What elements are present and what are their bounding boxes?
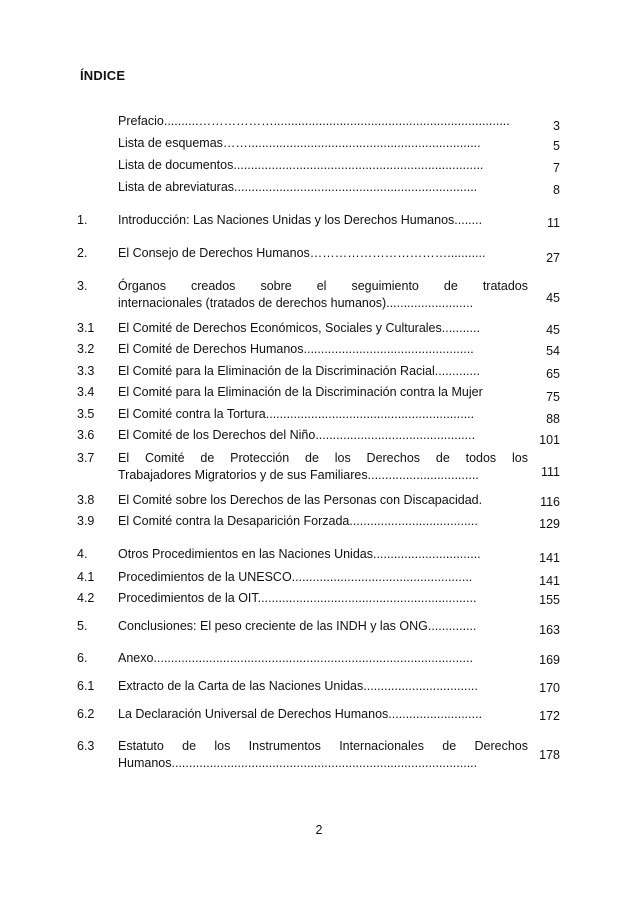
toc-entry-number: 4.1	[77, 570, 95, 584]
toc-entry-page: 54	[546, 344, 560, 358]
toc-entry-title	[118, 492, 528, 509]
toc-entry-page: 8	[553, 183, 560, 197]
toc-entry-page: 163	[539, 623, 560, 637]
toc-entry-title	[118, 618, 528, 635]
toc-entry-page: 129	[539, 517, 560, 531]
toc-entry-page: 111	[540, 465, 560, 479]
toc-entry-title	[118, 135, 528, 152]
toc-entry-number: 3.	[77, 279, 88, 293]
toc-entry-title	[118, 212, 528, 229]
toc-entry-page: 170	[539, 681, 560, 695]
toc-entry-number: 3.4	[77, 385, 95, 399]
toc-entry-number: 3.1	[77, 321, 95, 335]
toc-entry-title	[118, 320, 528, 337]
toc-entry-page: 172	[539, 709, 560, 723]
toc-entry-title-line: Humanos........................................................................................	[118, 756, 478, 770]
toc-entry-title-line: El Comité de los Derechos del Niño..............................................	[118, 428, 476, 442]
toc-entry-page: 169	[539, 653, 560, 667]
toc-entry-title-line: Prefacio..........………………....................................................................	[118, 114, 510, 128]
toc-entry-title	[118, 546, 528, 563]
toc-entry-title-line: El Comité para la Eliminación de la Discriminación Racial.............	[118, 364, 480, 378]
toc-entry-number: 1.	[77, 213, 88, 227]
toc-entry-page: 5	[553, 139, 560, 153]
toc-entry-page: 45	[546, 323, 560, 337]
toc-entry-number: 6.2	[77, 707, 95, 721]
toc-entry-title	[118, 513, 528, 530]
toc-entry-number: 3.2	[77, 342, 95, 356]
toc-entry-page: 75	[546, 390, 560, 404]
toc-entry-title	[118, 363, 528, 380]
toc-entry-title	[118, 179, 528, 196]
toc-entry-number: 6.3	[77, 739, 95, 753]
toc-entry-page: 141	[539, 551, 560, 565]
toc-entry-page: 65	[546, 367, 560, 381]
toc-entry-title	[118, 384, 528, 401]
toc-entry-title	[118, 157, 528, 174]
toc-entry-title	[118, 590, 528, 607]
toc-entry-title-line: Trabajadores Migratorios y de sus Familiares................................	[118, 468, 479, 482]
toc-entry-page: 178	[539, 748, 560, 762]
toc-entry-title-line: El Comité de Derechos Humanos.................................................	[118, 342, 474, 356]
toc-entry-number: 3.8	[77, 493, 95, 507]
toc-entry-number: 4.	[77, 547, 88, 561]
toc-entry-title-line: Otros Procedimientos en las Naciones Unidas...............................	[118, 547, 481, 561]
toc-entry-number: 3.9	[77, 514, 95, 528]
toc-entry-title-line: Lista de documentos........................................................................	[118, 158, 484, 172]
toc-entry-page: 11	[547, 216, 560, 230]
index-heading: ÍNDICE	[80, 68, 126, 83]
toc-entry-title	[118, 738, 528, 772]
toc-entry-number: 2.	[77, 246, 88, 260]
page-number: 2	[315, 823, 323, 837]
toc-entry-title	[118, 406, 528, 423]
toc-entry-page: 155	[539, 593, 560, 607]
toc-entry-title-line: Órganos creados sobre el seguimiento de tratados	[118, 279, 528, 293]
toc-entry-title-line: Estatuto de los Instrumentos Internacionales de Derechos	[118, 739, 528, 753]
toc-entry-page: 7	[553, 161, 560, 175]
toc-entry-page: 141	[539, 574, 560, 588]
toc-entry-title	[118, 569, 528, 586]
toc-entry-number: 4.2	[77, 591, 95, 605]
toc-entry-title-line: Extracto de la Carta de las Naciones Unidas.................................	[118, 679, 478, 693]
toc-entry-title	[118, 650, 528, 667]
toc-entry-title-line: La Declaración Universal de Derechos Humanos...........................	[118, 707, 483, 721]
toc-entry-title	[118, 278, 528, 312]
toc-entry-title-line: Procedimientos de la OIT...............................................................	[118, 591, 477, 605]
toc-entry-title	[118, 113, 528, 130]
toc-entry-page: 45	[546, 291, 560, 305]
toc-entry-title-line: El Comité sobre los Derechos de las Personas con Discapacidad.	[118, 493, 483, 507]
toc-entry-page: 3	[553, 119, 560, 133]
toc-entry-title-line: Introducción: Las Naciones Unidas y los Derechos Humanos........	[118, 213, 483, 227]
toc-entry-title-line: El Comité para la Eliminación de la Discriminación contra la Mujer	[118, 385, 483, 399]
toc-entry-page: 27	[546, 251, 560, 265]
toc-entry-number: 3.7	[77, 451, 95, 465]
toc-entry-title-line: El Consejo de Derechos Humanos……………………………...........	[118, 246, 486, 260]
toc-entry-page: 88	[546, 412, 560, 426]
toc-entry-title-line: Lista de abreviaturas......................................................................	[118, 180, 478, 194]
toc-entry-title-line: El Comité contra la Desaparición Forzada.....................................	[118, 514, 478, 528]
toc-entry-number: 5.	[77, 619, 88, 633]
toc-entry-number: 6.1	[77, 679, 95, 693]
toc-entry-number: 3.6	[77, 428, 95, 442]
toc-entry-page: 101	[539, 433, 560, 447]
toc-entry-number: 3.5	[77, 407, 95, 421]
toc-entry-title-line: El Comité de Protección de los Derechos de todos los	[118, 451, 528, 465]
toc-entry-title	[118, 427, 528, 444]
toc-entry-title-line: internacionales (tratados de derechos humanos).........................	[118, 296, 474, 310]
toc-entry-title	[118, 245, 528, 262]
toc-entry-title-line: Anexo............................................................................................	[118, 651, 473, 665]
toc-entry-title-line: Procedimientos de la UNESCO....................................................	[118, 570, 473, 584]
toc-entry-title	[118, 678, 528, 695]
toc-entry-number: 3.3	[77, 364, 95, 378]
toc-entry-title-line: El Comité de Derechos Económicos, Sociales y Culturales...........	[118, 321, 480, 335]
toc-entry-title	[118, 341, 528, 358]
toc-entry-title-line: Lista de esquemas……...................................................................	[118, 136, 481, 150]
toc-entry-page: 116	[540, 495, 560, 509]
toc-entry-title-line: El Comité contra la Tortura............................................................	[118, 407, 475, 421]
toc-entry-number: 6.	[77, 651, 88, 665]
toc-entry-title-line: Conclusiones: El peso creciente de las INDH y las ONG..............	[118, 619, 477, 633]
toc-entry-title	[118, 450, 528, 484]
toc-entry-title	[118, 706, 528, 723]
